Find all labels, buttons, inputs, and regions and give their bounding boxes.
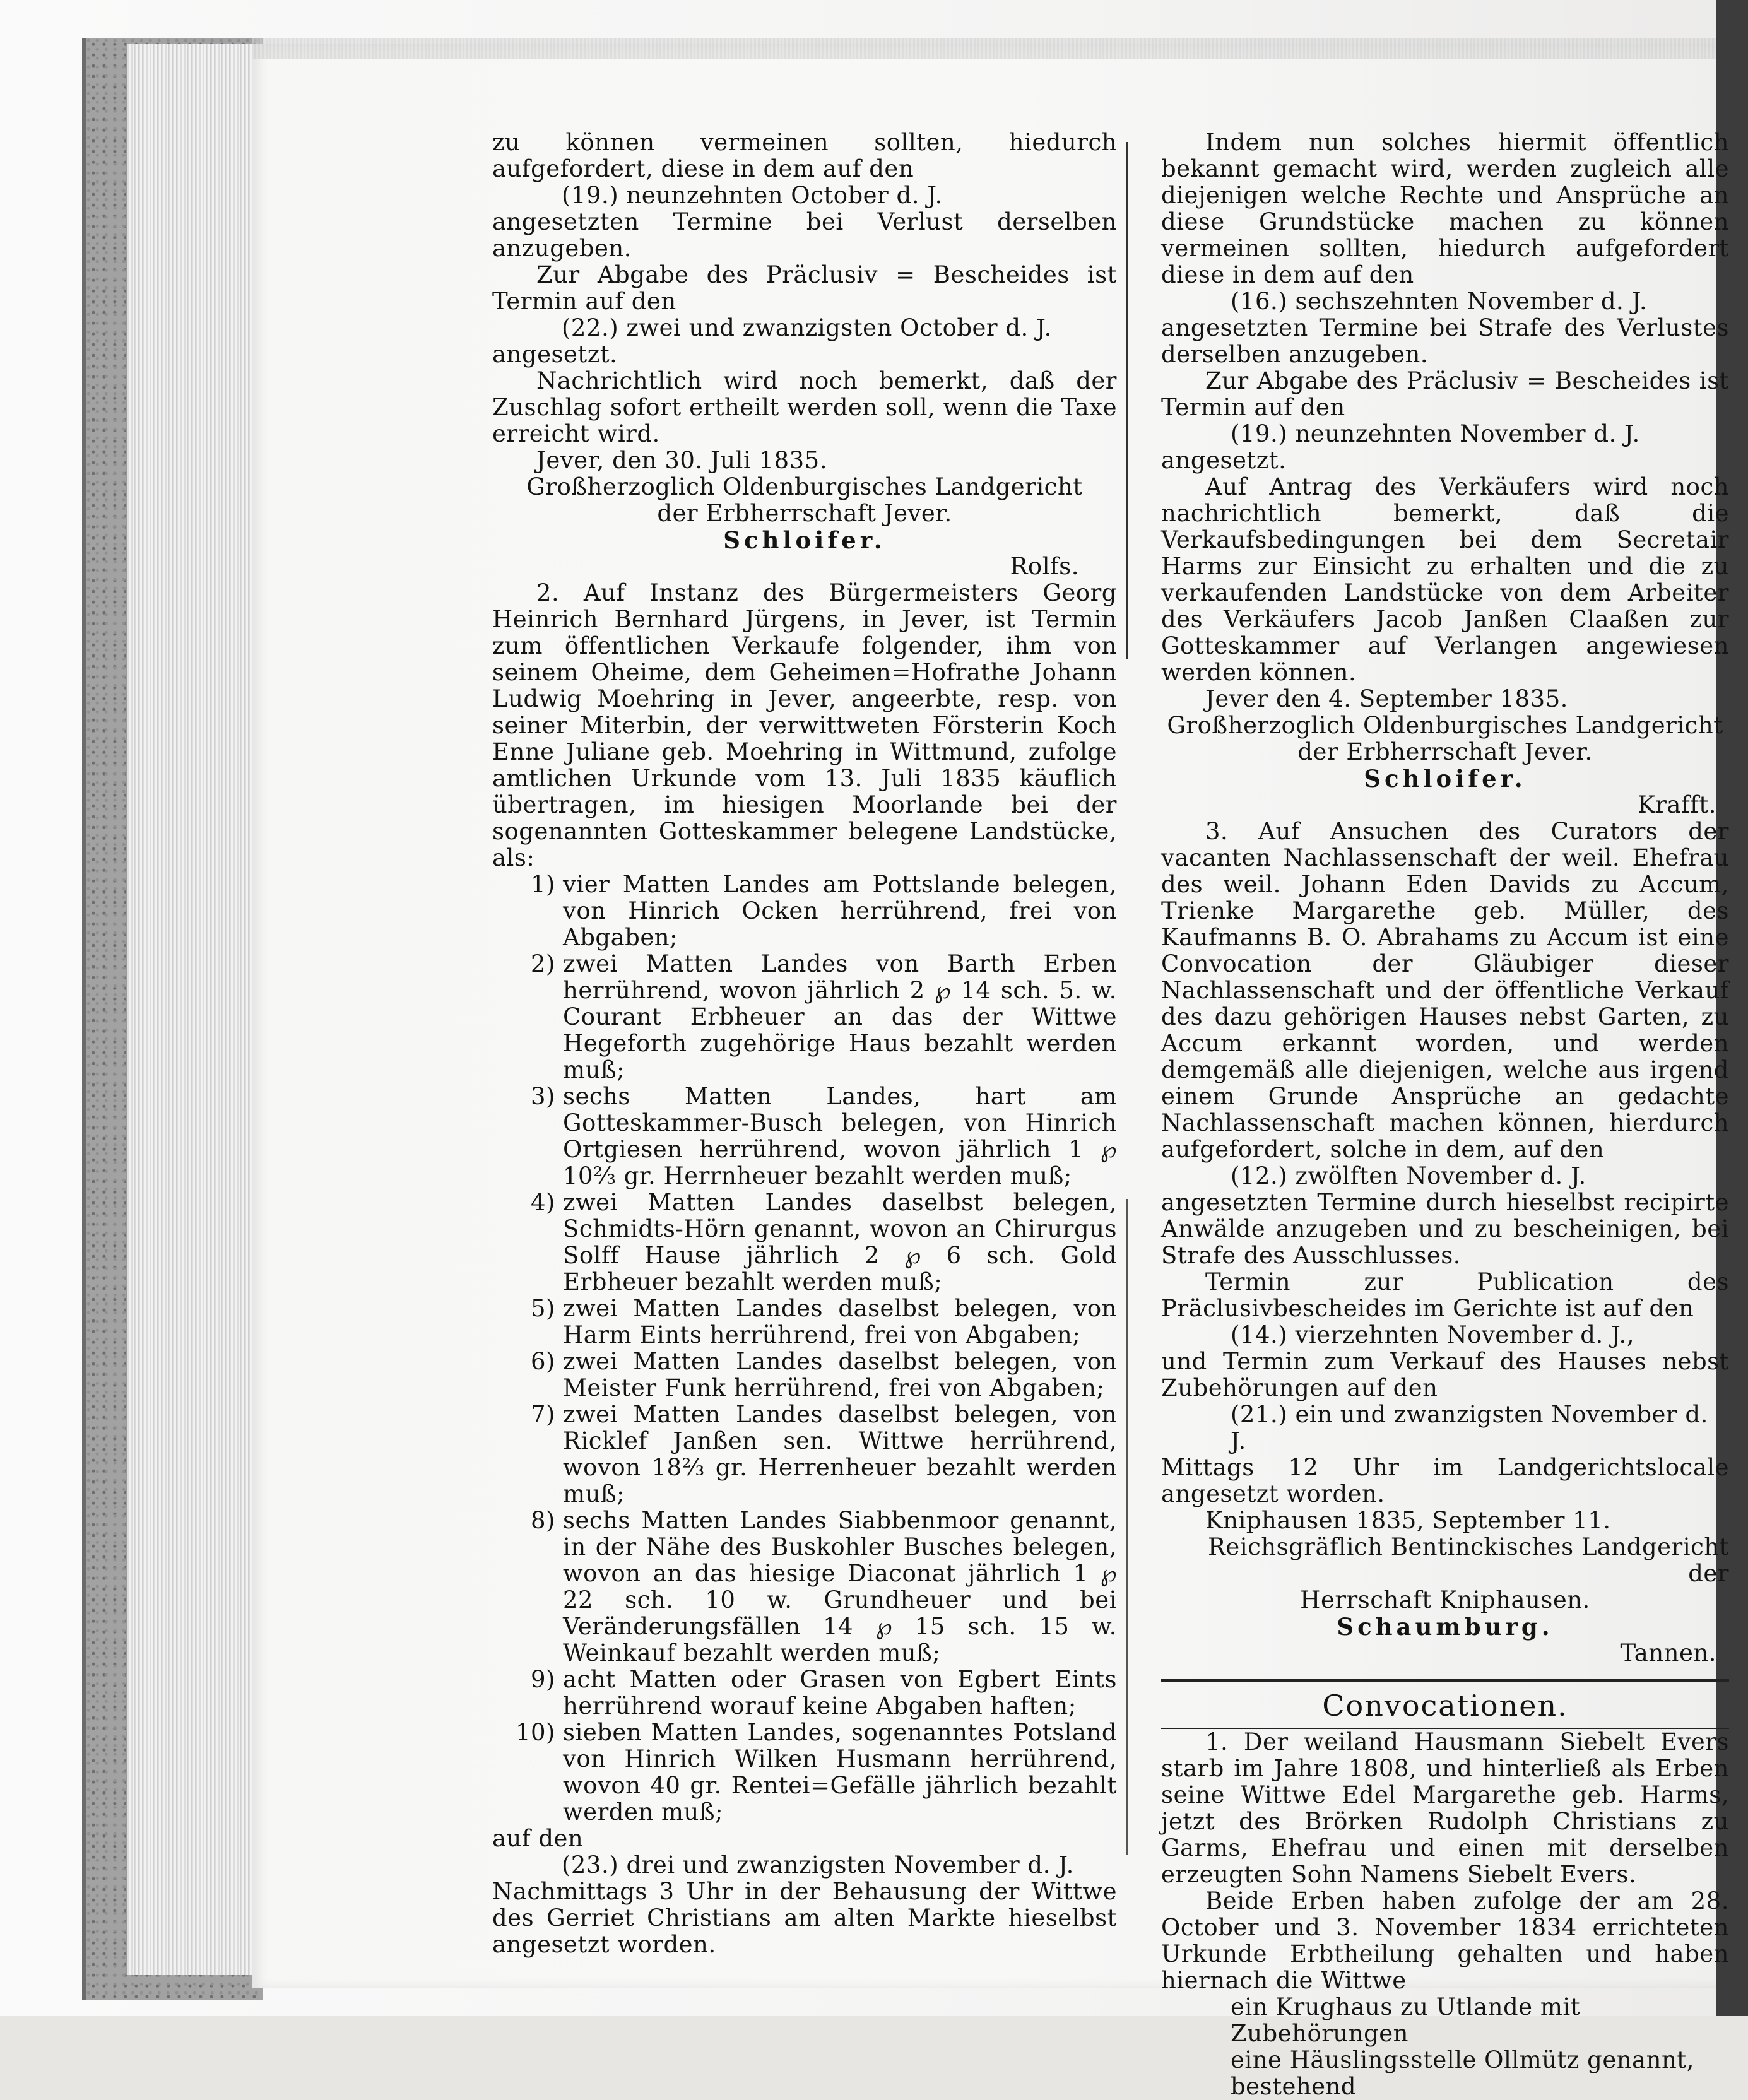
right-para-9: und Termin zum Verkauf des Hauses nebst Zubehörungen auf den	[1161, 1348, 1729, 1401]
right-place-date-2: Kniphausen 1835, September 11.	[1205, 1507, 1611, 1534]
right-para-12: Beide Erben haben zufolge der am 28. October und 3. November 1834 errichteten Urkunde Erbtheilung gehalten und haben hiernach die Wittwe	[1161, 1887, 1729, 1994]
column-divider-upper	[1126, 142, 1128, 659]
right-date-1: (16.) sechszehnten November d. J.	[1231, 288, 1648, 315]
left-para-5: Nachrichtlich wird noch bemerkt, daß der Zuschlag sofort ertheilt werden soll, wenn die Taxe erreicht wird.	[492, 367, 1117, 447]
left-column	[492, 129, 1117, 1958]
right-signer-2: Schaumburg.	[1337, 1613, 1554, 1641]
left-para-7: auf den	[492, 1825, 584, 1852]
left-para-4: angesetzt.	[492, 341, 618, 368]
right-para-6: 3. Auf Ansuchen des Curators der vacanten Nachlassenschaft der weil. Ehefrau des weil. Johann Eden Davids zu Accum, Trienke Margarethe geb. Müller, des Kaufmanns B. O. Abrahams zu Accum ist eine Convocation der Gläubiger dieser Nachlassenschaft und der öffentliche Verkauf des dazu gehörigen Hauses nebst Garten, zu Accum erkannt worden, und werden demgemäß alle diejenigen, welche aus irgend einem Grunde Ansprüche an gedachte Nachlassenschaft machen können, hierdurch aufgefordert, solche in dem, auf den	[1161, 818, 1729, 1163]
right-para-10: Mittags 12 Uhr im Landgerichtslocale angesetzt worden.	[1161, 1454, 1729, 1507]
right-para-4: angesetzt.	[1161, 447, 1287, 474]
left-signer: Schloifer.	[723, 526, 886, 554]
right-clerk: Krafft.	[1638, 791, 1716, 818]
right-column	[1161, 129, 1729, 2100]
list-item: 1) vier Matten Landes am Pottslande belegen, von Hinrich Ocken herrührend, frei von Abgaben;	[531, 871, 1117, 951]
section-heading: Convocationen.	[1322, 1689, 1568, 1723]
left-date-1: (19.) neunzehnten October d. J.	[562, 182, 943, 209]
right-signer: Schloifer.	[1364, 765, 1527, 793]
right-para-11: 1. Der weiland Hausmann Siebelt Evers starb im Jahre 1808, und hinterließ als Erben seine Wittwe Edel Margarethe geb. Harms, jetzt des Brörken Rudolph Christians zu Garms, Ehefrau und einen mit derselben erzeugten Sohn Namens Siebelt Evers.	[1161, 1728, 1729, 1888]
left-clerk: Rolfs.	[1010, 553, 1079, 580]
left-para-1: zu können vermeinen sollten, hiedurch aufgefordert, diese in dem auf den	[492, 129, 1117, 182]
left-date-3: (23.) drei und zwanzigsten November d. J.	[562, 1851, 1074, 1879]
left-para-2: angesetzten Termine bei Verlust derselben anzugeben.	[492, 208, 1117, 262]
right-court-line-3: Reichsgräflich Bentinckisches Landgericht der	[1207, 1533, 1729, 1587]
list-item: 7) zwei Matten Landes daselbst belegen, von Ricklef Janßen sen. Wittwe herrührend, wovon 18⅔ gr. Herrenheuer bezahlt werden muß;	[531, 1401, 1117, 1507]
right-para-7: angesetzten Termine durch hieselbst recipirte Anwälde anzugeben und zu bescheinigen, bei Strafe des Ausschlusses.	[1161, 1189, 1729, 1269]
right-para-3: Zur Abgabe des Präclusiv = Bescheides ist Termin auf den	[1161, 367, 1729, 421]
right-para-13: ein Krughaus zu Utlande mit Zubehörungen	[1231, 1993, 1581, 2047]
left-para-8: Nachmittags 3 Uhr in der Behausung der Wittwe des Gerriet Christians am alten Markte hieselbst angesetzt worden.	[492, 1878, 1117, 1958]
right-date-3: (12.) zwölften November d. J.	[1231, 1162, 1586, 1189]
left-place-date: Jever, den 30. Juli 1835.	[536, 447, 827, 474]
right-para-14: eine Häuslingsstelle Ollmütz genannt, bestehend	[1231, 2046, 1694, 2100]
right-date-2: (19.) neunzehnten November d. J.	[1231, 420, 1640, 447]
list-item: 10) sieben Matten Landes, sogenanntes Potsland von Hinrich Wilken Husmann herrührend, wovon 40 gr. Rentei=Gefälle jährlich bezahlt werden muß;	[515, 1719, 1117, 1826]
left-court-line-2: der Erbherrschaft Jever.	[657, 500, 952, 527]
column-divider-lower	[1126, 1199, 1128, 1855]
right-court-line-2: der Erbherrschaft Jever.	[1297, 738, 1593, 765]
list-item: 5) zwei Matten Landes daselbst belegen, von Harm Eints herrührend, frei von Abgaben;	[531, 1295, 1117, 1348]
left-date-2: (22.) zwei und zwanzigsten October d. J.	[562, 314, 1052, 341]
left-para-3: Zur Abgabe des Präclusiv = Bescheides ist Termin auf den	[492, 261, 1117, 315]
right-place-date: Jever den 4. September 1835.	[1205, 685, 1568, 712]
right-para-5: Auf Antrag des Verkäufers wird noch nachrichtlich bemerkt, daß die Verkaufsbedingungen bei dem Secretair Harms zur Einsicht zu erhalten und die zu verkaufenden Landstücke von dem Arbeiter des Verkäufers Jacob Janßen Claaßen zur Gotteskammer auf Verlangen angewiesen werden können.	[1161, 473, 1729, 686]
right-date-4: (14.) vierzehnten November d. J.,	[1231, 1321, 1634, 1348]
page-top-edge	[252, 38, 1723, 59]
section-rule	[1161, 1679, 1729, 1684]
list-item: 4) zwei Matten Landes daselbst belegen, Schmidts-Hörn genannt, wovon an Chirurgus Solff Hause jährlich 2 ℘ 6 sch. Gold Erbheuer bezahlt werden muß;	[531, 1189, 1117, 1295]
right-date-5: (21.) ein und zwanzigsten November d. J.	[1231, 1401, 1708, 1454]
list-item: 6) zwei Matten Landes daselbst belegen, von Meister Funk herrührend, frei von Abgaben;	[531, 1348, 1117, 1401]
right-para-8: Termin zur Publication des Präclusivbescheides im Gerichte ist auf den	[1161, 1268, 1729, 1322]
right-clerk-2: Tannen.	[1620, 1639, 1716, 1666]
left-para-6: 2. Auf Instanz des Bürgermeisters Georg Heinrich Bernhard Jürgens, in Jever, ist Termin zum öffentlichen Verkaufe folgender, ihm von seinem Oheime, dem Geheimen=Hofrathe Johann Ludwig Moehring in Jever, angeerbte, resp. von seiner Miterbin, der verwittweten Försterin Koch Enne Juliane geb. Moehring in Wittmund, zufolge amtlichen Urkunde vom 13. Juli 1835 käuflich übertragen, im hiesigen Moorlande bei der sogenannten Gotteskammer belegene Landstücke, als:	[492, 579, 1117, 871]
left-court-line-1: Großherzoglich Oldenburgisches Landgericht	[526, 473, 1083, 500]
right-para-1: Indem nun solches hiermit öffentlich bekannt gemacht wird, werden zugleich alle diejenigen welche Rechte und Ansprüche an diese Grundstücke machen zu können vermeinen sollten, hiedurch aufgefordert diese in dem auf den	[1161, 129, 1729, 288]
list-item: 9) acht Matten oder Grasen von Egbert Eints herrührend worauf keine Abgaben haften;	[531, 1666, 1117, 1720]
list-item: 8) sechs Matten Landes Siabbenmoor genannt, in der Nähe des Buskohler Busches belegen, wovon an das hiesige Diaconat jährlich 1 ℘ 22 sch. 10 w. Grundheuer und bei Veränderungsfällen 14 ℘ 15 sch. 15 w. Weinkauf bezahlt werden muß;	[531, 1507, 1117, 1666]
right-para-2: angesetzten Termine bei Strafe des Verlustes derselben anzugeben.	[1161, 314, 1729, 368]
page-edges	[126, 44, 254, 1975]
list-item: 2) zwei Matten Landes von Barth Erben herrührend, wovon jährlich 2 ℘ 14 sch. 5. w. Courant Erbheuer an das der Wittwe Hegeforth zugehörige Haus bezahlt werden muß;	[531, 950, 1117, 1083]
list-item: 3) sechs Matten Landes, hart am Gotteskammer-Busch belegen, von Hinrich Ortgiesen herrührend, wovon jährlich 1 ℘ 10⅔ gr. Herrnheuer bezahlt werden muß;	[531, 1083, 1117, 1189]
right-court-line-4: Herrschaft Kniphausen.	[1300, 1586, 1590, 1613]
right-court-line-1: Großherzoglich Oldenburgisches Landgericht	[1167, 712, 1723, 739]
